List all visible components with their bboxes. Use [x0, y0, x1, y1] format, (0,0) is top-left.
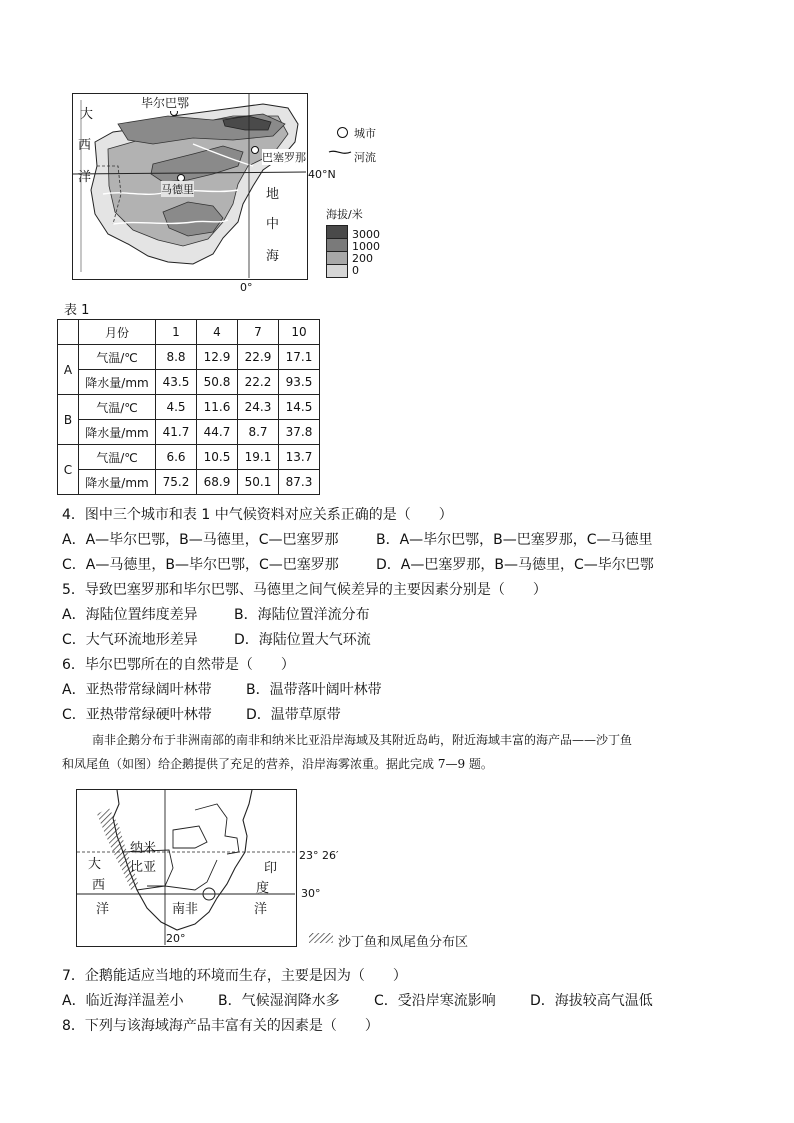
cell: 68.9 — [197, 470, 238, 495]
cell: 10.5 — [197, 445, 238, 470]
cell: 43.5 — [156, 370, 197, 395]
question-4-stem: 4．图中三个城市和表 1 中气候资料对应关系正确的是（ ） — [62, 507, 453, 523]
cell: 41.7 — [156, 420, 197, 445]
map1-label-bilbao: 毕尔巴鄂 — [141, 96, 190, 110]
cell: 50.8 — [197, 370, 238, 395]
map1-label-yang: 洋 — [78, 170, 92, 185]
map2-label-yin: 印 — [264, 861, 278, 876]
table-row — [58, 395, 320, 420]
row-city-b: B — [58, 395, 79, 445]
map2-label-da: 大 — [88, 857, 102, 872]
question-7-option-d[interactable]: D．海拔较高气温低 — [530, 993, 653, 1009]
cell: 6.6 — [156, 445, 197, 470]
climate-table — [57, 319, 320, 495]
header-m1: 1 — [156, 320, 197, 345]
map2-label-yang: 洋 — [96, 902, 110, 917]
cell: 8.8 — [156, 345, 197, 370]
header-month: 月份 — [79, 320, 156, 345]
legend-level-200: 200 — [352, 252, 373, 265]
table-row — [58, 420, 320, 445]
table-row — [58, 470, 320, 495]
cell-label: 气温/℃ — [79, 345, 156, 370]
legend-level-0: 0 — [352, 264, 359, 277]
legend-level-1000: 1000 — [352, 240, 380, 253]
legend-level-3000: 3000 — [352, 228, 380, 241]
map2-legend-label: 沙丁鱼和凤尾鱼分布区 — [338, 935, 469, 950]
cell: 24.3 — [238, 395, 279, 420]
table-row — [58, 345, 320, 370]
cell-label: 降水量/mm — [79, 470, 156, 495]
cell: 75.2 — [156, 470, 197, 495]
passage-line-2: 和凤尾鱼（如图）给企鹅提供了充足的营养，沿岸海雾浓重。据此完成 7—9 题。 — [62, 757, 493, 771]
cell: 44.7 — [197, 420, 238, 445]
map2-label-lat-tropic: 23° 26′ — [299, 849, 339, 862]
question-6-option-a[interactable]: A．亚热带常绿阔叶林带 — [62, 682, 212, 698]
map1-label-barcelona: 巴塞罗那 — [262, 151, 306, 164]
table-caption: 表 1 — [64, 303, 90, 318]
legend-swatch-3000 — [326, 225, 348, 239]
cell: 22.2 — [238, 370, 279, 395]
cell-label: 气温/℃ — [79, 445, 156, 470]
row-city-c: C — [58, 445, 79, 495]
map2-label-namibia-1: 纳米 — [130, 841, 157, 856]
map2-label-south-africa: 南非 — [172, 902, 199, 917]
question-4-option-c[interactable]: C．A—马德里，B—毕尔巴鄂，C—巴塞罗那 — [62, 557, 339, 573]
cell: 50.1 — [238, 470, 279, 495]
passage-line-1: 南非企鹅分布于非洲南部的南非和纳米比亚沿岸海域及其附近岛屿，附近海域丰富的海产品——沙丁鱼 — [92, 733, 633, 747]
question-8-stem: 8．下列与该海域海产品丰富有关的因素是（ ） — [62, 1018, 379, 1034]
legend-river-label: 河流 — [354, 151, 376, 164]
cell: 37.8 — [279, 420, 320, 445]
legend-city-icon — [337, 127, 348, 138]
legend-swatch-200 — [326, 252, 348, 265]
cell-label: 降水量/mm — [79, 370, 156, 395]
cell: 4.5 — [156, 395, 197, 420]
cell: 12.9 — [197, 345, 238, 370]
question-5-option-c[interactable]: C．大气环流地形差异 — [62, 632, 198, 648]
map2-label-namibia-2: 比亚 — [130, 860, 157, 875]
map1-label-di: 地 — [266, 187, 280, 202]
table-row — [58, 445, 320, 470]
question-6-option-d[interactable]: D．温带草原带 — [246, 707, 341, 723]
cell: 8.7 — [238, 420, 279, 445]
header-m10: 10 — [279, 320, 320, 345]
question-5-stem: 5．导致巴塞罗那和毕尔巴鄂、马德里之间气候差异的主要因素分别是（ ） — [62, 582, 547, 598]
question-6-option-b[interactable]: B．温带落叶阔叶林带 — [246, 682, 382, 698]
cell: 11.6 — [197, 395, 238, 420]
table-header-row — [58, 320, 320, 345]
question-4-option-b[interactable]: B．A—毕尔巴鄂，B—巴塞罗那，C—马德里 — [376, 532, 653, 548]
map2-label-yang2: 洋 — [254, 902, 268, 917]
southern-africa-map-svg — [77, 790, 295, 945]
legend-elevation-scale — [326, 225, 348, 278]
map2-label-lon-20: 20° — [166, 932, 186, 945]
legend-elevation-title: 海拔/米 — [326, 208, 363, 221]
question-7-option-b[interactable]: B．气候湿润降水多 — [218, 993, 340, 1009]
cell: 87.3 — [279, 470, 320, 495]
cell: 22.9 — [238, 345, 279, 370]
question-4-option-a[interactable]: A．A—毕尔巴鄂，B—马德里，C—巴塞罗那 — [62, 532, 339, 548]
map2-label-du: 度 — [256, 881, 270, 896]
question-6-stem: 6．毕尔巴鄂所在的自然带是（ ） — [62, 657, 295, 673]
cell: 17.1 — [279, 345, 320, 370]
table-row — [58, 370, 320, 395]
map1-label-0deg: 0° — [240, 281, 253, 294]
map1-label-xi: 西 — [78, 138, 92, 153]
header-m4: 4 — [197, 320, 238, 345]
question-7-option-a[interactable]: A．临近海洋温差小 — [62, 993, 184, 1009]
legend-hatch-icon — [308, 932, 334, 944]
cell-label: 气温/℃ — [79, 395, 156, 420]
question-7-stem: 7．企鹅能适应当地的环境而生存，主要是因为（ ） — [62, 968, 407, 984]
city-barcelona-marker — [252, 147, 259, 154]
cell: 93.5 — [279, 370, 320, 395]
question-5-option-b[interactable]: B．海陆位置洋流分布 — [234, 607, 370, 623]
map2-label-lat-30: 30° — [301, 887, 321, 900]
map1-label-zhong: 中 — [266, 217, 280, 232]
map1-label-hai: 海 — [266, 249, 280, 264]
cell: 19.1 — [238, 445, 279, 470]
cell: 14.5 — [279, 395, 320, 420]
question-4-option-d[interactable]: D．A—巴塞罗那，B—马德里，C—毕尔巴鄂 — [376, 557, 654, 573]
header-m7: 7 — [238, 320, 279, 345]
cell: 13.7 — [279, 445, 320, 470]
legend-swatch-0 — [326, 265, 348, 278]
legend-city-label: 城市 — [354, 127, 376, 140]
row-city-a: A — [58, 345, 79, 395]
map2-label-xi: 西 — [92, 878, 106, 893]
question-5-option-a[interactable]: A．海陆位置纬度差异 — [62, 607, 198, 623]
legend-river-icon — [328, 147, 352, 159]
question-6-option-c[interactable]: C．亚热带常绿硬叶林带 — [62, 707, 212, 723]
map1-label-40n: 40°N — [308, 168, 336, 181]
map1-label-madrid: 马德里 — [161, 183, 194, 196]
cell-label: 降水量/mm — [79, 420, 156, 445]
map1-label-da: 大 — [80, 107, 94, 122]
question-7-option-c[interactable]: C．受沿岸寒流影响 — [374, 993, 496, 1009]
legend-swatch-1000 — [326, 239, 348, 252]
question-5-option-d[interactable]: D．海陆位置大气环流 — [234, 632, 371, 648]
